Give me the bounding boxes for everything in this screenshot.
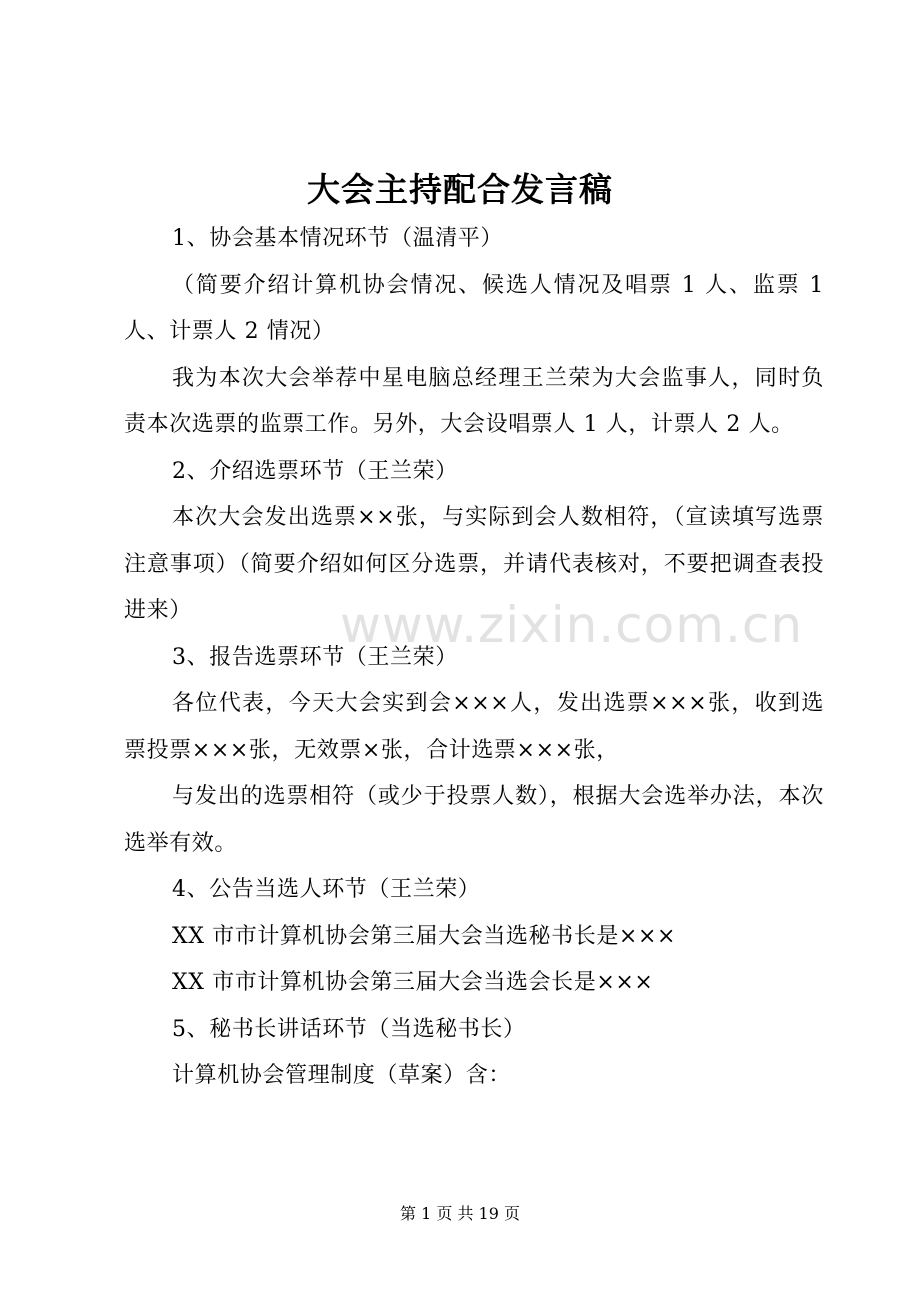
document-title: 大会主持配合发言稿 bbox=[307, 170, 613, 209]
paragraph-section-2-heading: 2、介绍选票环节（王兰荣） bbox=[172, 458, 458, 484]
paragraph-section-3-heading: 3、报告选票环节（王兰荣） bbox=[172, 644, 458, 670]
paragraph-regulations-intro: 计算机协会管理制度（草案）含： bbox=[172, 1063, 512, 1088]
paragraph-section-1-content: 我为本次大会举荐中星电脑总经理王兰荣为大会监事人，同时负责本次选票的监票工作。另外，大会设唱票人 1 人，计票人 2 人。 bbox=[124, 365, 824, 437]
paragraph-section-1-heading: 1、协会基本情况环节（温清平） bbox=[172, 226, 503, 251]
paragraph-section-2-content: 本次大会发出选票××张，与实际到会人数相符，（宣读填写选票注意事项）（简要介绍如何区分选票，并请代表核对，不要把调查表投进来） bbox=[124, 505, 824, 623]
paragraph-section-3-conclusion: 与发出的选票相符（或少于投票人数），根据大会选举办法，本次选举有效。 bbox=[124, 784, 824, 856]
watermark-text: www.zixin.com.cn bbox=[340, 596, 804, 654]
document-body bbox=[124, 216, 824, 1100]
paragraph-section-1-note: （简要介绍计算机协会情况、候选人情况及唱票 1 人、监票 1 人、计票人 2 情况） bbox=[124, 272, 824, 344]
paragraph-section-3-content: 各位代表，今天大会实到会×××人，发出选票×××张，收到选票投票×××张，无效票×张，合计选票×××张， bbox=[124, 691, 824, 763]
paragraph-section-5-heading: 5、秘书长讲话环节（当选秘书长） bbox=[172, 1016, 526, 1042]
paragraph-president-announcement: XX 市市计算机协会第三届大会当选会长是××× bbox=[172, 970, 654, 995]
page-footer: 第 1 页 共 19 页 bbox=[400, 1204, 520, 1223]
paragraph-section-4-heading: 4、公告当选人环节（王兰荣） bbox=[172, 877, 481, 902]
paragraph-secretary-announcement: XX 市市计算机协会第三届大会当选秘书长是××× bbox=[172, 923, 677, 949]
